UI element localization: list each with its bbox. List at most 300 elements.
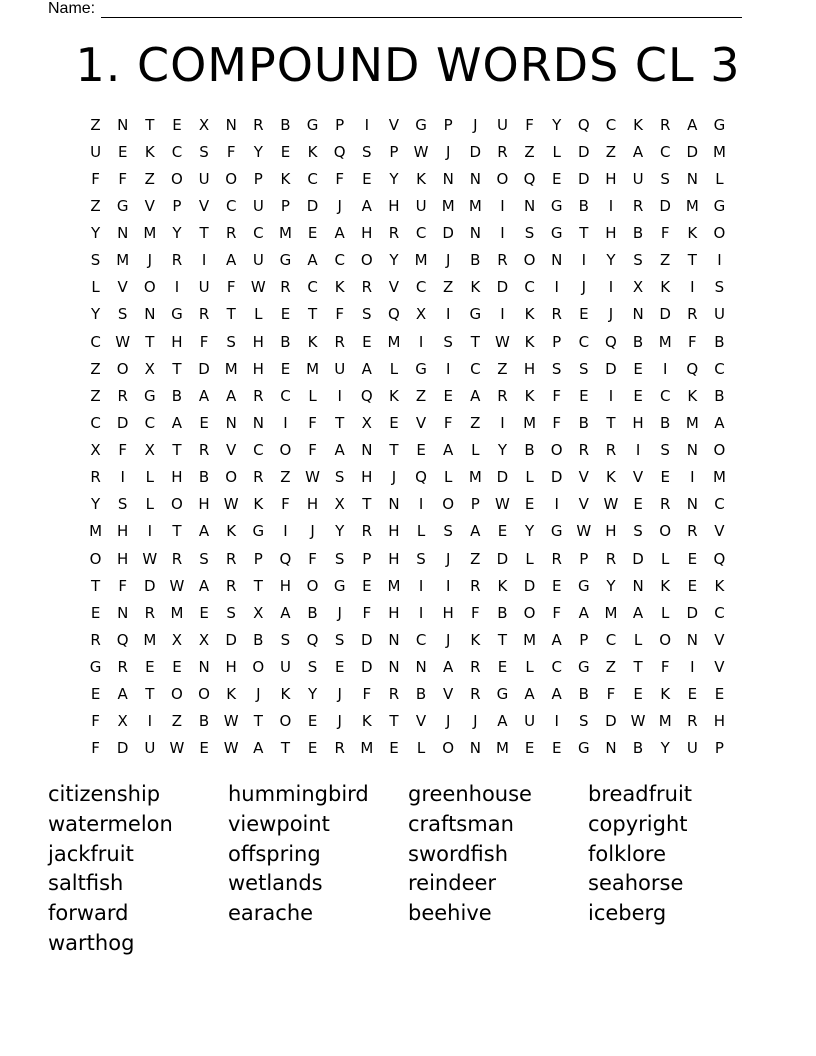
grid-cell: Z	[415, 386, 427, 405]
grid-cell: N	[469, 169, 481, 188]
grid-cell: T	[362, 495, 372, 514]
grid-cell: F	[118, 169, 127, 188]
grid-cell: R	[171, 549, 183, 568]
grid-cell: Q	[605, 332, 617, 351]
word-list-item: breadfruit	[588, 782, 693, 806]
grid-cell: X	[253, 603, 264, 622]
grid-cell: W	[223, 712, 239, 731]
grid-cell: R	[253, 468, 264, 487]
grid-cell: E	[714, 685, 725, 704]
grid-cell: H	[117, 549, 129, 568]
grid-cell: P	[470, 495, 480, 514]
grid-cell: K	[524, 386, 535, 405]
grid-cell: C	[415, 278, 427, 297]
grid-cell: M	[712, 468, 726, 487]
grid-cell: J	[337, 685, 342, 704]
grid-cell: K	[660, 576, 671, 595]
grid-cell: H	[117, 522, 129, 541]
grid-cell: F	[687, 332, 697, 351]
grid-cell: N	[388, 495, 400, 514]
grid-cell: B	[632, 332, 644, 351]
grid-cell: T	[389, 712, 399, 731]
grid-cell: A	[497, 712, 508, 731]
grid-cell: K	[633, 115, 643, 134]
grid-cell: W	[169, 739, 185, 758]
grid-cell: N	[632, 305, 644, 324]
grid-cell: C	[171, 142, 183, 161]
word-list-item: copyright	[588, 811, 688, 836]
grid-cell: H	[388, 196, 400, 215]
grid-cell: Y	[335, 522, 345, 541]
grid-cell: M	[523, 630, 537, 649]
grid-cell: B	[497, 603, 508, 622]
grid-cell: L	[91, 278, 100, 297]
grid-cell: L	[416, 522, 426, 541]
grid-cell: Y	[172, 224, 182, 243]
grid-cell: I	[418, 332, 424, 351]
grid-cell: E	[443, 386, 453, 405]
grid-cell: I	[500, 413, 505, 432]
grid-cell: E	[579, 386, 589, 405]
grid-cell: A	[470, 386, 481, 405]
grid-cell: L	[525, 468, 534, 487]
grid-cell: H	[388, 522, 400, 541]
grid-cell: P	[389, 142, 399, 161]
grid-cell: C	[415, 630, 427, 649]
grid-cell: T	[307, 305, 318, 324]
grid-cell: X	[171, 630, 183, 649]
grid-cell: G	[415, 115, 427, 134]
grid-cell: N	[469, 224, 481, 243]
grid-cell: A	[280, 603, 291, 622]
grid-cell: E	[687, 576, 698, 595]
grid-cell: U	[686, 739, 698, 758]
grid-cell: K	[470, 630, 481, 649]
grid-cell: R	[551, 549, 562, 568]
grid-cell: U	[334, 359, 346, 378]
grid-cell: Y	[660, 739, 670, 758]
grid-cell: V	[714, 630, 725, 649]
grid-cell: R	[117, 658, 128, 677]
grid-cell: U	[252, 196, 264, 215]
grid-cell: E	[497, 658, 508, 677]
grid-cell: L	[633, 630, 643, 649]
grid-cell: S	[551, 359, 562, 378]
grid-cell: M	[712, 142, 726, 161]
grid-cell: S	[117, 305, 128, 324]
grid-cell: J	[445, 712, 451, 731]
grid-cell: T	[226, 305, 236, 324]
grid-cell: H	[252, 332, 264, 351]
word-list-item: viewpoint	[228, 811, 330, 836]
grid-cell: I	[500, 305, 505, 324]
grid-cell: N	[388, 630, 400, 649]
grid-cell: Q	[686, 359, 699, 378]
word-list-item: iceberg	[588, 901, 667, 926]
grid-cell: E	[334, 658, 345, 677]
grid-cell: K	[687, 386, 698, 405]
grid-cell: J	[337, 196, 342, 215]
grid-cell: D	[496, 468, 509, 487]
grid-cell: C	[714, 495, 725, 514]
grid-cell: L	[254, 305, 263, 324]
grid-cell: M	[658, 332, 672, 351]
grid-cell: D	[198, 359, 210, 378]
grid-cell: D	[469, 142, 482, 161]
grid-cell: N	[551, 251, 563, 270]
grid-cell: I	[500, 196, 505, 215]
grid-cell: L	[145, 495, 154, 514]
grid-cell: E	[307, 224, 318, 243]
grid-cell: T	[280, 739, 291, 758]
grid-cell: X	[632, 278, 644, 297]
grid-cell: E	[579, 305, 589, 324]
grid-cell: S	[117, 495, 128, 514]
grid-cell: N	[523, 196, 536, 215]
word-list-item: craftsman	[408, 811, 514, 836]
grid-cell: W	[169, 576, 185, 595]
grid-cell: E	[687, 549, 698, 568]
grid-cell: O	[171, 169, 183, 188]
grid-cell: K	[524, 332, 535, 351]
grid-cell: D	[523, 576, 536, 595]
grid-cell: F	[118, 441, 127, 460]
grid-cell: Q	[116, 630, 129, 649]
grid-cell: S	[362, 305, 372, 324]
grid-cell: G	[578, 658, 590, 677]
grid-cell: O	[360, 251, 373, 270]
grid-cell: C	[307, 169, 318, 188]
grid-cell: Y	[606, 576, 616, 595]
grid-cell: A	[524, 685, 535, 704]
grid-cell: E	[633, 495, 643, 514]
grid-cell: X	[334, 495, 345, 514]
grid-cell: J	[473, 115, 478, 134]
grid-cell: O	[306, 576, 319, 595]
grid-cell: K	[253, 495, 264, 514]
grid-cell: R	[497, 251, 508, 270]
grid-cell: R	[198, 305, 210, 324]
grid-cell: I	[174, 278, 180, 297]
grid-cell: O	[523, 251, 536, 270]
grid-cell: Z	[497, 359, 508, 378]
grid-cell: A	[361, 196, 372, 215]
grid-cell: N	[442, 169, 454, 188]
grid-cell: Q	[360, 386, 373, 405]
grid-cell: R	[687, 305, 698, 324]
grid-cell: J	[445, 142, 451, 161]
grid-cell: C	[470, 359, 481, 378]
grid-cell: X	[144, 441, 155, 460]
grid-cell: K	[416, 169, 426, 188]
grid-cell: S	[334, 630, 345, 649]
grid-cell: M	[224, 359, 238, 378]
grid-cell: A	[198, 576, 210, 595]
grid-cell: A	[117, 685, 128, 704]
page-title: 1. COMPOUND WORDS CL 3	[75, 38, 741, 92]
grid-cell: M	[387, 332, 401, 351]
grid-cell: T	[90, 576, 101, 595]
grid-cell: D	[659, 305, 671, 324]
grid-cell: H	[361, 468, 373, 487]
grid-cell: X	[198, 115, 210, 134]
grid-cell: B	[578, 413, 589, 432]
grid-cell: Z	[524, 142, 535, 161]
grid-cell: S	[199, 549, 209, 568]
word-list-item: watermelon	[48, 811, 173, 836]
grid-cell: W	[305, 468, 320, 487]
grid-cell: C	[90, 413, 101, 432]
grid-cell: W	[603, 495, 619, 514]
grid-cell: J	[337, 603, 342, 622]
grid-cell: F	[335, 169, 344, 188]
grid-cell: L	[715, 169, 724, 188]
grid-cell: Q	[388, 305, 400, 324]
grid-cell: P	[253, 549, 263, 568]
grid-cell: F	[606, 685, 616, 704]
grid-cell: E	[633, 685, 643, 704]
grid-cell: W	[250, 278, 266, 297]
grid-cell: O	[550, 441, 563, 460]
grid-cell: V	[388, 278, 400, 297]
grid-cell: E	[551, 739, 562, 758]
grid-cell: B	[578, 685, 589, 704]
grid-cell: H	[361, 224, 373, 243]
grid-cell: I	[662, 359, 668, 378]
grid-cell: D	[116, 413, 129, 432]
grid-cell: M	[495, 739, 509, 758]
name-field[interactable]	[48, 0, 742, 18]
grid-cell: S	[443, 522, 453, 541]
grid-cell: D	[116, 739, 129, 758]
grid-cell: H	[388, 603, 400, 622]
grid-cell: J	[337, 712, 342, 731]
grid-cell: F	[552, 386, 561, 405]
grid-cell: J	[391, 468, 397, 487]
grid-cell: B	[280, 332, 291, 351]
grid-cell: U	[198, 169, 210, 188]
grid-cell: G	[713, 196, 726, 215]
grid-cell: A	[226, 386, 237, 405]
grid-cell: D	[605, 712, 617, 731]
grid-cell: L	[416, 739, 426, 758]
grid-cell: X	[90, 441, 101, 460]
grid-cell: Y	[90, 495, 101, 514]
grid-cell: W	[495, 332, 510, 351]
grid-cell: D	[605, 359, 617, 378]
grid-cell: O	[279, 441, 292, 460]
grid-cell: O	[713, 224, 726, 243]
grid-cell: D	[306, 196, 319, 215]
grid-cell: I	[500, 224, 505, 243]
grid-cell: E	[551, 169, 562, 188]
grid-cell: X	[198, 630, 210, 649]
grid-cell: H	[713, 712, 726, 731]
grid-cell: E	[497, 522, 508, 541]
grid-cell: F	[118, 576, 127, 595]
word-list-item: seahorse	[588, 871, 684, 896]
grid-cell: R	[225, 224, 237, 243]
grid-cell: C	[144, 413, 156, 432]
grid-cell: R	[659, 115, 671, 134]
grid-cell: E	[90, 685, 101, 704]
grid-cell: O	[171, 495, 183, 514]
grid-cell: N	[388, 658, 400, 677]
grid-cell: V	[226, 441, 237, 460]
grid-cell: T	[579, 224, 589, 243]
grid-cell: E	[389, 413, 399, 432]
grid-cell: K	[389, 386, 399, 405]
grid-cell: R	[497, 386, 508, 405]
grid-cell: I	[445, 576, 451, 595]
grid-cell: E	[660, 468, 670, 487]
word-list-item: forward	[48, 901, 129, 926]
grid-cell: N	[469, 739, 481, 758]
grid-cell: K	[144, 142, 155, 161]
grid-cell: V	[632, 468, 644, 487]
grid-cell: I	[581, 251, 587, 270]
grid-cell: W	[576, 522, 592, 541]
grid-cell: R	[605, 549, 617, 568]
grid-cell: P	[714, 739, 724, 758]
grid-cell: S	[660, 441, 670, 460]
grid-cell: A	[334, 224, 345, 243]
grid-cell: I	[635, 441, 641, 460]
grid-cell: K	[334, 278, 345, 297]
grid-cell: H	[605, 522, 617, 541]
grid-cell: G	[415, 359, 427, 378]
grid-cell: T	[199, 224, 209, 243]
grid-cell: M	[170, 603, 184, 622]
grid-cell: G	[550, 522, 563, 541]
grid-cell: U	[279, 658, 291, 677]
grid-cell: U	[524, 712, 536, 731]
grid-cell: A	[714, 413, 725, 432]
grid-cell: F	[281, 495, 290, 514]
grid-cell: I	[418, 495, 424, 514]
grid-cell: O	[252, 658, 265, 677]
grid-cell: A	[198, 386, 210, 405]
grid-cell: E	[280, 142, 291, 161]
word-list-item: folklore	[588, 841, 667, 866]
grid-cell: H	[605, 169, 617, 188]
grid-cell: M	[278, 224, 292, 243]
grid-cell: J	[445, 630, 451, 649]
grid-cell: Z	[90, 196, 101, 215]
grid-cell: C	[253, 224, 264, 243]
grid-cell: I	[554, 495, 559, 514]
grid-cell: L	[389, 359, 399, 378]
grid-cell: V	[117, 278, 128, 297]
grid-cell: J	[445, 549, 451, 568]
grid-cell: A	[307, 251, 318, 270]
grid-cell: F	[91, 169, 100, 188]
grid-cell: M	[523, 413, 537, 432]
grid-cell: S	[334, 468, 345, 487]
grid-cell: Z	[605, 658, 617, 677]
word-search-grid	[82, 111, 733, 762]
grid-cell: O	[659, 522, 672, 541]
grid-cell: A	[361, 359, 372, 378]
grid-cell: N	[361, 441, 373, 460]
grid-cell: R	[497, 142, 508, 161]
grid-cell: E	[551, 576, 562, 595]
grid-cell: O	[279, 712, 292, 731]
grid-cell: I	[608, 278, 614, 297]
word-list-item: offspring	[228, 841, 321, 866]
grid-cell: Y	[389, 251, 399, 270]
grid-cell: D	[496, 549, 509, 568]
grid-cell: I	[445, 359, 451, 378]
grid-cell: I	[147, 522, 153, 541]
grid-cell: G	[578, 576, 590, 595]
grid-cell: T	[145, 115, 155, 134]
grid-cell: V	[578, 468, 589, 487]
grid-cell: R	[253, 386, 264, 405]
grid-cell: G	[306, 115, 319, 134]
grid-cell: G	[578, 739, 590, 758]
word-list-item: citizenship	[48, 782, 161, 806]
grid-cell: U	[632, 169, 644, 188]
grid-cell: R	[470, 658, 481, 677]
grid-cell: E	[524, 739, 535, 758]
grid-cell: O	[442, 739, 455, 758]
grid-cell: P	[253, 169, 263, 188]
word-list-item: wetlands	[228, 871, 323, 896]
grid-cell: A	[443, 658, 454, 677]
grid-cell: H	[605, 224, 617, 243]
grid-cell: E	[280, 305, 291, 324]
grid-cell: Y	[90, 224, 101, 243]
grid-cell: Q	[713, 549, 726, 568]
grid-cell: V	[714, 658, 725, 677]
grid-cell: D	[550, 468, 563, 487]
grid-cell: F	[308, 549, 317, 568]
grid-cell: L	[145, 468, 154, 487]
grid-cell: S	[199, 142, 209, 161]
grid-cell: T	[470, 332, 480, 351]
grid-cell: I	[445, 305, 451, 324]
grid-cell: L	[444, 468, 453, 487]
grid-cell: N	[117, 603, 129, 622]
grid-cell: F	[308, 413, 317, 432]
grid-cell: D	[361, 630, 373, 649]
name-blank-line[interactable]	[101, 2, 742, 18]
grid-cell: J	[310, 522, 315, 541]
grid-cell: H	[171, 468, 183, 487]
grid-cell: M	[658, 712, 672, 731]
grid-cell: H	[279, 576, 292, 595]
grid-cell: Y	[552, 115, 562, 134]
grid-cell: C	[307, 278, 318, 297]
grid-cell: E	[199, 739, 209, 758]
grid-cell: I	[283, 413, 288, 432]
grid-cell: Z	[171, 712, 183, 731]
grid-cell: B	[660, 413, 671, 432]
grid-cell: C	[280, 386, 291, 405]
grid-cell: F	[660, 224, 670, 243]
grid-cell: R	[687, 712, 698, 731]
grid-cell: D	[225, 630, 237, 649]
grid-cell: K	[280, 169, 291, 188]
grid-cell: J	[445, 251, 451, 270]
grid-cell: A	[334, 441, 345, 460]
grid-cell: V	[388, 115, 400, 134]
grid-cell: R	[198, 441, 210, 460]
grid-cell: S	[307, 658, 318, 677]
grid-cell: C	[605, 630, 617, 649]
grid-cell: I	[418, 576, 424, 595]
